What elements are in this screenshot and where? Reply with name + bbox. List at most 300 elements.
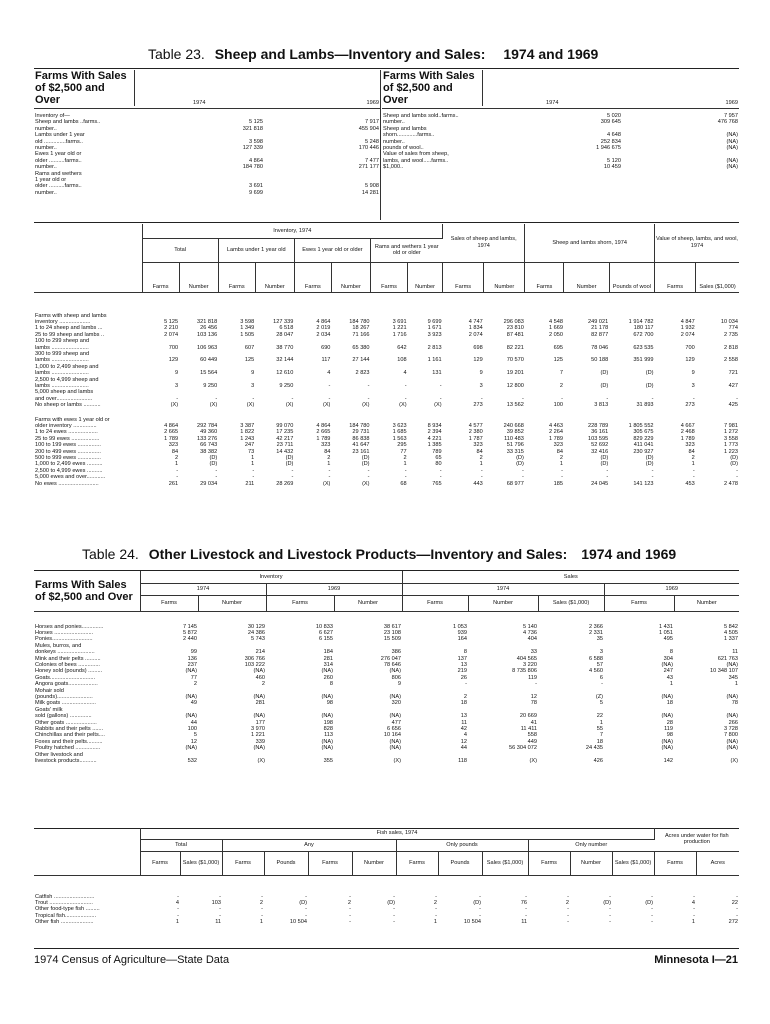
column-header: Number <box>352 851 396 875</box>
cell-value: 19 201 <box>506 370 524 377</box>
cell-value: (NA) <box>253 668 265 675</box>
cell-value: 2 380 <box>468 429 483 436</box>
cell-value: 214 <box>255 649 265 656</box>
cell-value: 15 564 <box>200 370 218 377</box>
cell-value: - <box>692 395 695 402</box>
cell-value: 28 047 <box>276 331 294 338</box>
cell-value: 17 235 <box>276 429 294 436</box>
cell-value: 164 <box>457 636 467 643</box>
cell-value: 23 161 <box>352 448 370 455</box>
cell-value: 56 304 072 <box>509 745 537 752</box>
value-1974: 309 645 <box>600 119 621 126</box>
cell-value: 273 <box>685 402 695 409</box>
column-header: Number <box>408 262 443 292</box>
cell-value: - <box>651 474 654 481</box>
cell-value: - <box>393 893 395 900</box>
table-title: Sheep and Lambs—Inventory and Sales: <box>214 46 486 62</box>
cell-value: 828 <box>323 726 333 732</box>
cell-value: 789 <box>432 448 442 455</box>
summary-divider <box>380 70 381 220</box>
cell-value: 21 178 <box>591 325 609 332</box>
value-1969: (NA) <box>726 145 738 152</box>
cell-value: 806 <box>391 674 401 681</box>
cell-value: - <box>693 906 695 913</box>
cell-value: 4 864 <box>316 318 331 325</box>
group-sales: Sales of sheep and lambs, 1974 <box>443 224 525 262</box>
cell-value: - <box>439 382 442 389</box>
row-label: 200 to 499 ewes ............... <box>35 448 101 455</box>
cell-value: 1 505 <box>240 331 255 338</box>
cell-value: (NA) <box>321 668 333 675</box>
cell-value: (D) <box>600 382 609 389</box>
row-label: 2,500 to 4,999 sheep and <box>35 376 99 383</box>
cell-value: 1 221 <box>392 325 407 332</box>
value-1974: 3 598 <box>249 138 263 145</box>
summary-heading-right: Farms With Sales of $2,500 and Over <box>383 70 475 106</box>
cell-value: 266 <box>728 719 738 726</box>
cell-value: - <box>435 912 437 919</box>
row-label: Value of sales from sheep, <box>383 151 449 158</box>
cell-value: 185 <box>553 480 563 487</box>
cell-value: - <box>219 893 221 900</box>
cell-value: 5 <box>599 700 603 707</box>
cell-value: (NA) <box>661 693 673 700</box>
cell-value: 78 <box>530 700 537 707</box>
table-years: 1974 and 1969 <box>581 546 677 562</box>
cell-value: 1 <box>479 461 483 468</box>
cell-value: (D) <box>645 461 654 468</box>
cell-value: (NA) <box>661 713 673 720</box>
cell-value: 4 667 <box>680 423 695 429</box>
cell-value: 133 276 <box>196 435 218 442</box>
cell-value: 1 789 <box>316 435 331 442</box>
cell-value: 60 449 <box>200 357 218 364</box>
cell-value: - <box>609 919 611 926</box>
value-1974: 10 459 <box>603 164 621 171</box>
cell-value: 1 053 <box>453 623 467 630</box>
cell-value: 22 <box>596 713 603 720</box>
column-header: Sales ($1,000) <box>538 595 604 611</box>
value-1974: 4 648 <box>607 132 621 139</box>
cell-value: 41 <box>530 719 537 726</box>
cell-value: - <box>393 906 395 913</box>
cell-value: 1 <box>691 461 695 468</box>
cell-value: 296 083 <box>503 318 524 325</box>
cell-value: 11 411 <box>520 726 537 732</box>
cell-value: 12 <box>190 738 197 745</box>
cell-value: 1 <box>327 461 331 468</box>
value-1969: 476 768 <box>717 119 738 126</box>
cell-value: - <box>252 395 255 402</box>
cell-value: 323 <box>168 442 179 449</box>
cell-value: 5 872 <box>183 629 197 636</box>
cell-value: 477 <box>391 719 401 726</box>
cell-value: 2 <box>403 455 407 462</box>
column-header: Farms <box>443 262 484 292</box>
cell-value: 2 394 <box>427 429 442 436</box>
column-header: Sales ($1,000) <box>696 262 739 292</box>
cell-value: 690 <box>321 344 331 351</box>
cell-value: 9 <box>479 370 483 377</box>
cell-value: - <box>479 912 481 919</box>
cell-value: 8 <box>463 649 467 656</box>
cell-value: 52 692 <box>591 442 609 449</box>
cell-value: 80 <box>435 461 442 468</box>
cell-value: - <box>215 395 218 402</box>
cell-value: (D) <box>730 455 738 462</box>
cell-value: 184 <box>323 649 333 656</box>
cell-value: 323 <box>321 442 331 449</box>
cell-value: 100 <box>187 726 197 732</box>
cell-value: 6 518 <box>279 325 294 332</box>
column-header: Farms <box>218 262 255 292</box>
cell-value: 1 671 <box>427 325 442 332</box>
column-header: Number <box>179 262 218 292</box>
cell-value: 4 736 <box>523 629 537 636</box>
cell-value: 6 <box>599 674 603 681</box>
group-inventory: Inventory <box>140 571 402 583</box>
value-1974: 252 834 <box>600 138 621 145</box>
cell-value: 6 155 <box>319 636 333 643</box>
cell-value: 23 711 <box>276 442 294 449</box>
cell-value: 1 337 <box>724 636 738 643</box>
cell-value: (X) <box>170 402 179 409</box>
cell-value: (D) <box>473 899 481 906</box>
value-1969: 455 904 <box>358 125 379 132</box>
cell-value: 129 <box>473 357 483 364</box>
table-years: 1974 and 1969 <box>503 46 599 62</box>
row-label: lambs ........................ <box>35 370 89 377</box>
cell-value: 4 864 <box>164 423 179 429</box>
cell-value: - <box>522 467 524 474</box>
cell-value: - <box>609 912 611 919</box>
cell-value: - <box>692 467 695 474</box>
cell-value: 18 267 <box>352 325 370 332</box>
cell-value: 38 617 <box>383 623 401 630</box>
cell-value: 11 <box>732 649 738 656</box>
cell-value: 2 074 <box>680 331 695 338</box>
sales-1974: 1974 <box>402 583 604 595</box>
cell-value: 1 223 <box>724 448 738 455</box>
cell-value: 698 <box>473 344 483 351</box>
cell-value: 117 <box>321 357 331 364</box>
cell-value: 9 <box>397 681 401 688</box>
cell-value: - <box>435 893 437 900</box>
cell-value: 29 731 <box>352 429 370 436</box>
sales-1969: 1969 <box>604 583 739 595</box>
cell-value: (D) <box>361 455 370 462</box>
cell-value: 3 220 <box>523 661 537 668</box>
column-header: Sales ($1,000) <box>612 851 654 875</box>
cell-value: 765 <box>432 480 442 487</box>
footer-source: 1974 Census of Agriculture—State Data <box>34 954 230 966</box>
row-label: Honey sold (pounds) ......... <box>35 668 103 675</box>
cell-value: 2 735 <box>724 331 738 338</box>
cell-value: 106 963 <box>196 344 218 351</box>
column-header: Pounds <box>438 851 482 875</box>
row-label: lambs ........................ <box>35 344 89 351</box>
cell-value: 2 <box>479 455 483 462</box>
cell-value: 261 <box>168 480 179 487</box>
cell-value: 2 818 <box>724 344 738 351</box>
cell-value: - <box>393 919 395 926</box>
value-1969: (NA) <box>726 157 738 164</box>
cell-value: 10 164 <box>383 732 401 739</box>
cell-value: 4 <box>403 370 407 377</box>
row-label: older ..........farms.. <box>35 183 82 190</box>
cell-value: - <box>305 893 307 900</box>
cell-value: 57 <box>596 661 603 668</box>
cell-value: 141 123 <box>633 480 654 487</box>
cell-value: 26 <box>460 674 467 681</box>
group-value: Value of sheep, lambs, and wool, 1974 <box>655 224 740 262</box>
cell-value: 386 <box>391 649 401 656</box>
cell-value: - <box>176 395 179 402</box>
cell-value: 6 627 <box>319 629 333 636</box>
row-label: Other goats .................... <box>35 719 97 726</box>
row-label: Sheep and lambs sold..farms.. <box>383 113 459 119</box>
t24-fish-table <box>34 828 739 926</box>
cell-value: 1 272 <box>724 429 738 436</box>
cell-value: - <box>736 906 738 913</box>
cell-value: 49 <box>190 700 197 707</box>
column-header: Farms <box>528 851 570 875</box>
column-header: Farms <box>308 851 352 875</box>
row-label: 1,000 to 2,499 ewes .......... <box>35 461 103 468</box>
cell-value: 84 <box>324 448 331 455</box>
cell-value: 38 770 <box>276 344 294 351</box>
cell-value: 10 034 <box>720 318 738 325</box>
cell-value: (D) <box>645 370 654 377</box>
cell-value: 136 <box>187 655 197 662</box>
cell-value: (NA) <box>389 693 401 700</box>
value-1969: 7 957 <box>724 113 738 119</box>
row-label: Sheep and lambs ..farms.. <box>35 119 101 126</box>
fish-total: Total <box>140 839 222 851</box>
table-title: Other Livestock and Livestock Products—Inventory and Sales: <box>148 546 568 562</box>
cell-value: 1 805 552 <box>628 423 654 429</box>
cell-value: 23 108 <box>383 629 401 636</box>
cell-value: 82 221 <box>506 344 524 351</box>
cell-value: 1 161 <box>427 357 442 364</box>
row-label: Milk goats ...................... <box>35 700 96 707</box>
row-label: older ..........farms.. <box>35 157 82 164</box>
cell-value: 3 558 <box>724 435 738 442</box>
cell-value: - <box>525 912 527 919</box>
column-header: Farms <box>266 595 334 611</box>
cell-value: 306 766 <box>244 655 265 662</box>
cell-value: 119 <box>664 726 673 732</box>
cell-value: 4 864 <box>316 423 331 429</box>
column-header: Pounds of wool <box>609 262 654 292</box>
cell-value: - <box>736 474 738 481</box>
cell-value: 137 <box>457 655 467 662</box>
cell-value: 24 045 <box>591 480 609 487</box>
cell-value: 129 <box>685 357 695 364</box>
cell-value: 73 <box>248 448 255 455</box>
row-label: Other fish ..................... <box>35 919 94 926</box>
cell-value: (NA) <box>389 738 401 745</box>
row-label: Goats' milk <box>35 706 63 713</box>
cell-value: 700 <box>168 344 179 351</box>
cell-value: 13 562 <box>506 402 524 409</box>
cell-value: - <box>367 474 370 481</box>
row-label: sold (gallons) .............. <box>35 713 92 720</box>
cell-value: 323 <box>473 442 483 449</box>
row-label: Goats............................. <box>35 674 95 681</box>
cell-value: 68 977 <box>506 480 524 487</box>
cell-value: 2 210 <box>164 325 179 332</box>
cell-value: - <box>736 395 738 402</box>
summary-heading-left: Farms With Sales of $2,500 and Over <box>35 70 127 106</box>
row-label: Lambs under 1 year <box>35 132 85 139</box>
cell-value: 33 315 <box>506 448 524 455</box>
cell-value: 20 669 <box>519 713 537 720</box>
cell-value: 4 577 <box>468 423 483 429</box>
cell-value: 4 <box>175 899 179 906</box>
cell-value: 84 <box>171 448 179 455</box>
cell-value: 12 <box>460 738 467 745</box>
group-sales: Sales <box>402 571 739 583</box>
cell-value: 449 <box>527 738 537 745</box>
row-label: Catfish .......................... <box>35 893 95 900</box>
table-row <box>34 402 739 408</box>
cell-value: (NA) <box>661 745 673 752</box>
cell-value: - <box>525 893 527 900</box>
cell-value: 13 <box>460 661 467 668</box>
cell-value: 8 <box>329 681 333 688</box>
cell-value: 43 <box>666 674 673 681</box>
cell-value: - <box>177 912 179 919</box>
table-row <box>34 758 739 764</box>
cell-value: 1 822 <box>240 429 255 436</box>
row-label: Horses and ponies.............. <box>35 623 104 630</box>
cell-value: 2 440 <box>183 636 197 643</box>
cell-value: 4 548 <box>548 318 563 325</box>
cell-value: 320 <box>391 700 401 707</box>
cell-value: - <box>367 395 370 402</box>
cell-value: 28 <box>666 719 673 726</box>
cell-value: - <box>651 919 653 926</box>
cell-value: 3 598 <box>240 318 255 325</box>
cell-value: 3 387 <box>240 423 255 429</box>
value-1974: 5 120 <box>607 157 621 164</box>
group-ewes: Ewes 1 year old or older <box>294 238 370 262</box>
row-label: number.. <box>383 119 405 126</box>
column-header: Number <box>674 595 739 611</box>
cell-value: 1 <box>174 461 179 468</box>
cell-value: 78 <box>731 700 738 707</box>
t24-heading-left: Farms With Sales of $2,500 and Over <box>34 571 140 611</box>
cell-value: 1 685 <box>392 429 407 436</box>
cell-value: 351 999 <box>633 357 654 364</box>
cell-value: 2 050 <box>548 331 563 338</box>
cell-value: (NA) <box>726 661 738 668</box>
cell-value: 10 504 <box>289 919 307 926</box>
cell-value: 86 838 <box>352 435 370 442</box>
cell-value: (NA) <box>185 713 197 720</box>
cell-value: 14 432 <box>276 448 294 455</box>
cell-value: 721 <box>728 370 738 377</box>
cell-value: - <box>561 467 563 474</box>
value-1969: 5 908 <box>365 183 379 190</box>
column-header: Sales ($1,000) <box>482 851 528 875</box>
cell-value: - <box>176 474 179 481</box>
row-label: Other livestock and <box>35 751 83 758</box>
cell-value: 292 784 <box>196 423 218 429</box>
cell-value: - <box>480 467 483 474</box>
cell-value: - <box>367 382 370 389</box>
fish-only-pounds: Only pounds <box>396 839 528 851</box>
cell-value: 339 <box>255 738 265 745</box>
cell-value: 2 478 <box>724 480 738 487</box>
cell-value: 125 <box>553 357 563 364</box>
cell-value: 98 <box>666 732 673 739</box>
cell-value: 2 <box>347 899 351 906</box>
value-1974: 9 699 <box>249 189 263 196</box>
column-header: Farms <box>142 262 179 292</box>
cell-value: - <box>736 893 738 900</box>
cell-value: (X) <box>209 402 218 409</box>
cell-value: 1 789 <box>548 435 563 442</box>
cell-value: 1 <box>251 461 255 468</box>
cell-value: (NA) <box>321 693 333 700</box>
table-24-title <box>82 546 676 562</box>
column-header: Farms <box>402 595 468 611</box>
column-header: Number <box>484 262 525 292</box>
cell-value: 32 416 <box>591 448 609 455</box>
cell-value: - <box>349 893 351 900</box>
cell-value: 1 787 <box>468 435 483 442</box>
value-1969: 170 446 <box>358 145 379 152</box>
cell-value: - <box>291 467 294 474</box>
row-label: number.. <box>35 145 57 152</box>
cell-value: 695 <box>553 344 563 351</box>
cell-value: (X) <box>322 402 331 409</box>
cell-value: - <box>601 681 603 688</box>
summary-row <box>382 164 739 170</box>
cell-value: 9 250 <box>203 382 218 389</box>
cell-value: (X) <box>529 758 537 765</box>
cell-value: - <box>651 893 653 900</box>
value-1974: 184 780 <box>242 164 263 171</box>
cell-value: 24 435 <box>585 745 603 752</box>
cell-value: (X) <box>393 758 401 765</box>
column-header: Farms <box>654 851 696 875</box>
row-label: 100 to 299 sheep and <box>35 338 90 345</box>
cell-value: 558 <box>527 732 537 739</box>
summary-row <box>34 190 380 196</box>
cell-value: 10 348 107 <box>710 668 738 675</box>
t23-summary-left <box>34 70 380 196</box>
cell-value: 211 <box>245 480 255 487</box>
cell-value: (D) <box>730 461 738 468</box>
value-1974: 5 125 <box>249 119 263 126</box>
inv-1969: 1969 <box>266 583 402 595</box>
cell-value: - <box>439 467 442 474</box>
row-label: Angora goats................... <box>35 681 98 688</box>
row-label: Ewes 1 year old or <box>35 151 82 158</box>
cell-value: 425 <box>728 402 738 409</box>
cell-value: 110 483 <box>504 435 524 442</box>
row-label: lambs ........................ <box>35 357 89 364</box>
row-label: 500 to 999 ewes ............... <box>35 455 101 462</box>
cell-value: - <box>393 912 395 919</box>
cell-value: (D) <box>299 899 307 906</box>
cell-value: 4 847 <box>680 318 695 325</box>
row-label: 1,000 to 2,499 sheep and <box>35 363 99 370</box>
cell-value: (D) <box>645 382 654 389</box>
